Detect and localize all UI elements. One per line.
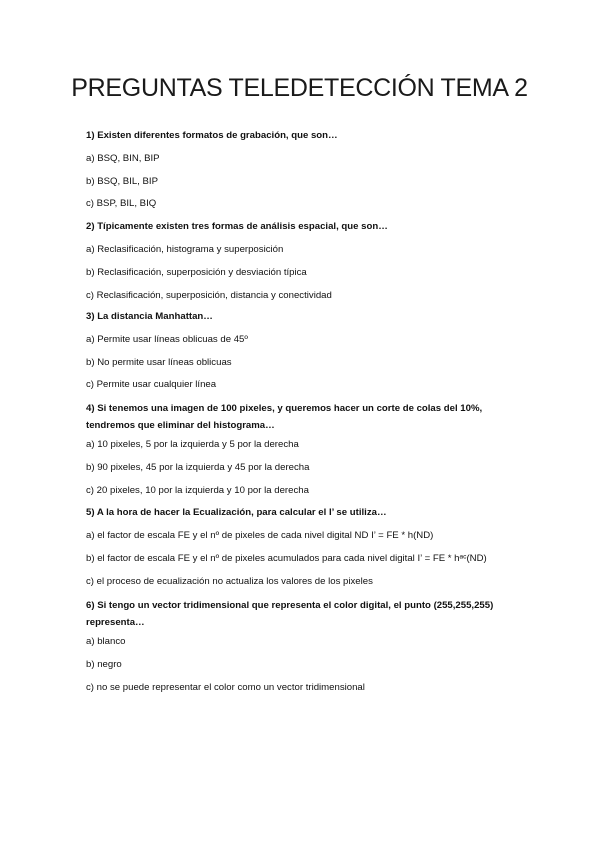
question-4-option-a: a) 10 pixeles, 5 por la izquierda y 5 por la derecha bbox=[86, 439, 299, 450]
question-6-option-a: a) blanco bbox=[86, 636, 126, 647]
question-1-option-c: c) BSP, BIL, BIQ bbox=[86, 198, 157, 209]
question-6-option-c: c) no se puede representar el color como un vector tridimensional bbox=[86, 682, 365, 693]
question-2-option-b: b) Reclasificación, superposición y desviación típica bbox=[86, 267, 307, 278]
page-title: PREGUNTAS TELEDETECCIÓN TEMA 2 bbox=[71, 74, 528, 102]
question-3-option-b: b) No permite usar líneas oblicuas bbox=[86, 357, 232, 368]
question-3-option-a: a) Permite usar líneas oblicuas de 45º bbox=[86, 334, 248, 345]
question-1-option-a: a) BSQ, BIN, BIP bbox=[86, 153, 160, 164]
question-2-option-c: c) Reclasificación, superposición, distancia y conectividad bbox=[86, 290, 332, 301]
question-6-option-b: b) negro bbox=[86, 659, 122, 670]
question-4-option-b: b) 90 pixeles, 45 por la izquierda y 45 por la derecha bbox=[86, 462, 310, 473]
question-6: 6) Si tengo un vector tridimensional que representa el color digital, el punto (255,255,255) representa… bbox=[86, 600, 494, 628]
question-2-option-a: a) Reclasificación, histograma y superposición bbox=[86, 244, 284, 255]
question-5-option-b: b) el factor de escala FE y el nº de pixeles acumulados para cada nivel digital I’ = FE * hᵃᶜ(ND) bbox=[86, 553, 487, 564]
question-1: 1) Existen diferentes formatos de grabación, que son… bbox=[86, 130, 338, 141]
question-2: 2) Típicamente existen tres formas de análisis espacial, que son… bbox=[86, 221, 388, 232]
question-4: 4) Si tenemos una imagen de 100 pixeles, y queremos hacer un corte de colas del 10%, tendremos que eliminar del histograma… bbox=[86, 403, 483, 431]
question-4-option-c: c) 20 pixeles, 10 por la izquierda y 10 por la derecha bbox=[86, 485, 309, 496]
question-5-option-a: a) el factor de escala FE y el nº de pixeles de cada nivel digital ND I’ = FE * h(ND) bbox=[86, 530, 434, 541]
question-5: 5) A la hora de hacer la Ecualización, para calcular el I’ se utiliza… bbox=[86, 507, 387, 518]
question-5-option-c: c) el proceso de ecualización no actualiza los valores de los pixeles bbox=[86, 576, 373, 587]
question-3-option-c: c) Permite usar cualquier línea bbox=[86, 379, 217, 390]
question-3: 3) La distancia Manhattan… bbox=[86, 311, 213, 322]
question-1-option-b: b) BSQ, BIL, BIP bbox=[86, 176, 158, 187]
